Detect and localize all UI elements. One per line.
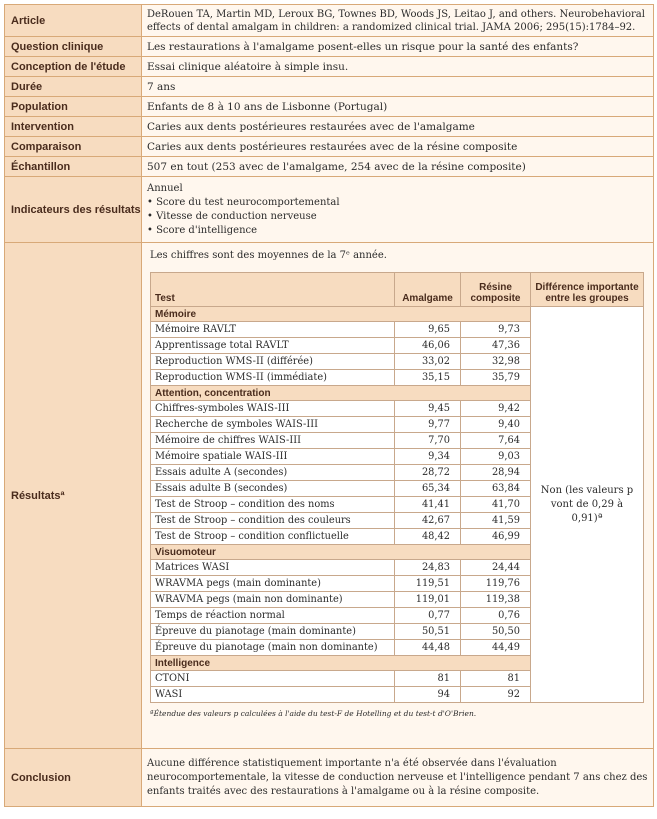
label-resultats: Résultatsª — [5, 243, 142, 749]
test-name: WRAVMA pegs (main non dominante) — [151, 592, 395, 608]
test-name: Épreuve du pianotage (main non dominante) — [151, 640, 395, 656]
amalgame-value: 94 — [395, 687, 461, 703]
test-name: CTONI — [151, 671, 395, 687]
results-table — [150, 272, 644, 703]
label-population: Population — [5, 97, 142, 117]
resine-value: 92 — [461, 687, 531, 703]
amalgame-value: 42,67 — [395, 513, 461, 529]
value-comparaison: Caries aux dents postérieures restaurées avec de la résine composite — [142, 137, 654, 157]
test-name: Recherche de symboles WAIS-III — [151, 417, 395, 433]
results-footnote: ªÉtendue des valeurs p calculées à l'aide du test-F de Hotelling et du test-t d'O'Brien. — [150, 709, 477, 718]
test-name: Test de Stroop – condition conflictuelle — [151, 529, 395, 545]
test-name: Mémoire de chiffres WAIS-III — [151, 433, 395, 449]
amalgame-value: 119,51 — [395, 576, 461, 592]
test-name: WASI — [151, 687, 395, 703]
amalgame-value: 24,83 — [395, 560, 461, 576]
row-echantillon — [5, 157, 654, 177]
results-header-row — [151, 273, 644, 307]
resine-value: 119,76 — [461, 576, 531, 592]
resine-value: 9,73 — [461, 322, 531, 338]
test-name: Essais adulte A (secondes) — [151, 465, 395, 481]
resine-value: 0,76 — [461, 608, 531, 624]
row-duree — [5, 77, 654, 97]
test-name: Apprentissage total RAVLT — [151, 338, 395, 354]
amalgame-value: 9,65 — [395, 322, 461, 338]
amalgame-value: 9,34 — [395, 449, 461, 465]
label-question: Question clinique — [5, 37, 142, 57]
header-resine: Résine composite — [461, 273, 531, 307]
indicateur-item: • Score du test neurocomportemental — [147, 196, 340, 208]
value-article: DeRouen TA, Martin MD, Leroux BG, Townes BD, Woods JS, Leitao J, and others. Neurobehavioral effects of dental amalgam in children: a randomized clinical trial. JAMA 2006; 295(15):1784–92. — [142, 5, 654, 37]
row-intervention — [5, 117, 654, 137]
resine-value: 47,36 — [461, 338, 531, 354]
amalgame-value: 119,01 — [395, 592, 461, 608]
resine-value: 119,38 — [461, 592, 531, 608]
resine-value: 9,42 — [461, 401, 531, 417]
row-conclusion — [5, 749, 654, 807]
amalgame-value: 81 — [395, 671, 461, 687]
value-conception: Essai clinique aléatoire à simple insu. — [142, 57, 654, 77]
amalgame-value: 44,48 — [395, 640, 461, 656]
resine-value: 46,99 — [461, 529, 531, 545]
amalgame-value: 9,45 — [395, 401, 461, 417]
resine-value: 9,03 — [461, 449, 531, 465]
row-conception — [5, 57, 654, 77]
resine-value: 63,84 — [461, 481, 531, 497]
results-intro: Les chiffres sont des moyennes de la 7ᵉ année. — [150, 250, 387, 261]
difference-cell: Non (les valeurs p vont de 0,29 à 0,91)ª — [531, 307, 644, 703]
value-resultats — [142, 243, 654, 749]
amalgame-value: 41,41 — [395, 497, 461, 513]
resine-value: 9,40 — [461, 417, 531, 433]
test-name: Matrices WASI — [151, 560, 395, 576]
indicateur-item: • Vitesse de conduction nerveuse — [147, 210, 317, 222]
test-name: Épreuve du pianotage (main dominante) — [151, 624, 395, 640]
group-label: Intelligence — [151, 656, 531, 671]
header-difference: Différence importante entre les groupes — [531, 273, 644, 307]
resine-value: 35,79 — [461, 370, 531, 386]
amalgame-value: 50,51 — [395, 624, 461, 640]
row-indicateurs — [5, 177, 654, 243]
indicateur-item: • Score d'intelligence — [147, 224, 258, 236]
amalgame-value: 33,02 — [395, 354, 461, 370]
row-article — [5, 5, 654, 37]
group-label: Visuomoteur — [151, 545, 531, 560]
indicateurs-lead: Annuel — [147, 182, 183, 194]
test-name: WRAVMA pegs (main dominante) — [151, 576, 395, 592]
row-question — [5, 37, 654, 57]
test-name: Mémoire spatiale WAIS-III — [151, 449, 395, 465]
label-conclusion: Conclusion — [5, 749, 142, 807]
amalgame-value: 46,06 — [395, 338, 461, 354]
test-name: Mémoire RAVLT — [151, 322, 395, 338]
label-intervention: Intervention — [5, 117, 142, 137]
amalgame-value: 28,72 — [395, 465, 461, 481]
row-comparaison — [5, 137, 654, 157]
resine-value: 44,49 — [461, 640, 531, 656]
resine-value: 28,94 — [461, 465, 531, 481]
row-population — [5, 97, 654, 117]
header-test: Test — [151, 273, 395, 307]
amalgame-value: 65,34 — [395, 481, 461, 497]
amalgame-value: 9,77 — [395, 417, 461, 433]
label-comparaison: Comparaison — [5, 137, 142, 157]
value-echantillon: 507 en tout (253 avec de l'amalgame, 254 avec de la résine composite) — [142, 157, 654, 177]
resine-value: 50,50 — [461, 624, 531, 640]
test-name: Chiffres-symboles WAIS-III — [151, 401, 395, 417]
value-indicateurs — [142, 177, 654, 243]
resine-value: 7,64 — [461, 433, 531, 449]
test-name: Test de Stroop – condition des noms — [151, 497, 395, 513]
test-name: Temps de réaction normal — [151, 608, 395, 624]
test-name: Essais adulte B (secondes) — [151, 481, 395, 497]
test-name: Reproduction WMS-II (différée) — [151, 354, 395, 370]
resine-value: 24,44 — [461, 560, 531, 576]
resine-value: 32,98 — [461, 354, 531, 370]
value-conclusion: Aucune différence statistiquement importante n'a été observée dans l'évaluation neurocomportementale, la vitesse de conduction nerveuse et l'intelligence pendant 7 ans chez des enfants traités avec des restaurations à l'amalgame ou à la résine composite. — [142, 749, 654, 807]
label-article: Article — [5, 5, 142, 37]
row-resultats — [5, 243, 654, 749]
test-name: Reproduction WMS-II (immédiate) — [151, 370, 395, 386]
summary-table — [4, 4, 654, 807]
group-label: Mémoire — [151, 307, 531, 322]
value-question: Les restaurations à l'amalgame posent-elles un risque pour la santé des enfants? — [142, 37, 654, 57]
label-conception: Conception de l'étude — [5, 57, 142, 77]
value-duree: 7 ans — [142, 77, 654, 97]
resine-value: 41,59 — [461, 513, 531, 529]
label-indicateurs: Indicateurs des résultats — [5, 177, 142, 243]
label-echantillon: Échantillon — [5, 157, 142, 177]
group-label: Attention, concentration — [151, 386, 531, 401]
value-population: Enfants de 8 à 10 ans de Lisbonne (Portugal) — [142, 97, 654, 117]
amalgame-value: 35,15 — [395, 370, 461, 386]
amalgame-value: 7,70 — [395, 433, 461, 449]
test-name: Test de Stroop – condition des couleurs — [151, 513, 395, 529]
amalgame-value: 48,42 — [395, 529, 461, 545]
header-amalgame: Amalgame — [395, 273, 461, 307]
results-group-row — [151, 307, 644, 322]
resine-value: 41,70 — [461, 497, 531, 513]
amalgame-value: 0,77 — [395, 608, 461, 624]
resine-value: 81 — [461, 671, 531, 687]
label-duree: Durée — [5, 77, 142, 97]
value-intervention: Caries aux dents postérieures restaurées avec de l'amalgame — [142, 117, 654, 137]
